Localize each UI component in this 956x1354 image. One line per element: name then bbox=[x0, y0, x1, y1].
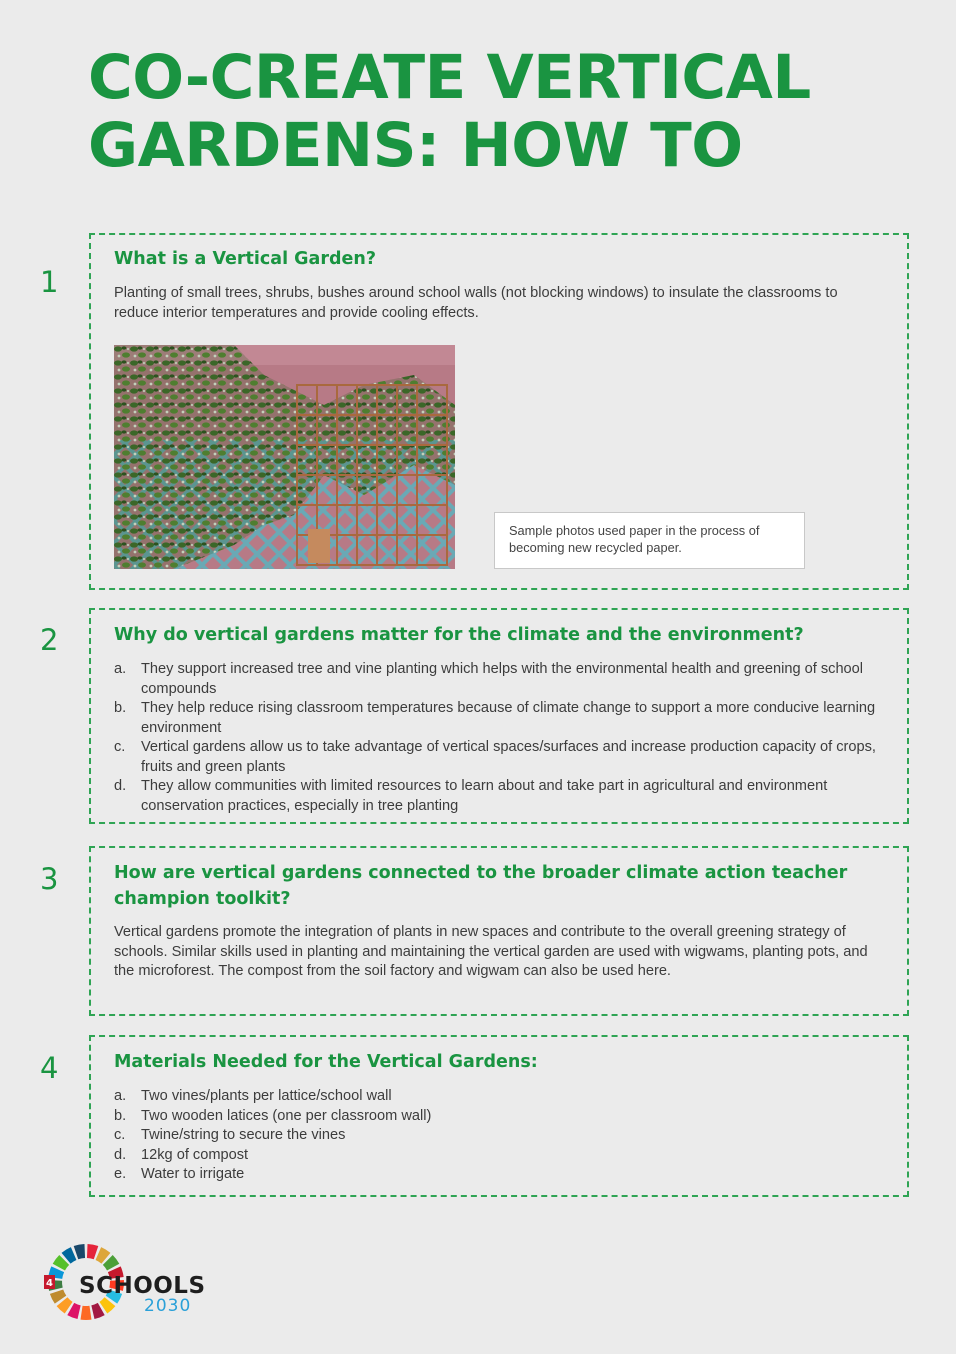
section-1-text: Planting of small trees, shrubs, bushes around school walls (not blocking windows) to insulate the classrooms to reduce interior temperatures and provide cooling effects. bbox=[114, 285, 838, 321]
logo-wordmark: SCHOOLS bbox=[79, 1273, 206, 1299]
page-title bbox=[88, 44, 888, 180]
list-marker: d. bbox=[114, 1146, 127, 1163]
section-3-box bbox=[89, 846, 909, 1016]
list-item bbox=[114, 738, 877, 777]
photo-caption: Sample photos used paper in the process of becoming new recycled paper. bbox=[494, 512, 805, 569]
list-item bbox=[114, 1107, 877, 1127]
list-item bbox=[114, 660, 877, 699]
list-item-text: Two wooden latices (one per classroom wall) bbox=[141, 1107, 432, 1124]
section-4-heading: Materials Needed for the Vertical Gardens: bbox=[114, 1052, 538, 1072]
list-item-text: Two vines/plants per lattice/school wall bbox=[141, 1088, 392, 1104]
section-2-list bbox=[114, 660, 877, 816]
list-item bbox=[114, 1126, 877, 1146]
list-marker: b. bbox=[114, 700, 127, 716]
section-2-heading: Why do vertical gardens matter for the climate and the environment? bbox=[114, 625, 804, 645]
sdg-wheel-segment bbox=[87, 1244, 98, 1259]
logo-badge: 4 bbox=[46, 1278, 53, 1289]
logo-year: 2030 bbox=[144, 1296, 192, 1316]
section-3-number: 3 bbox=[40, 862, 59, 896]
section-3-text: Vertical gardens promote the integration of plants in new spaces and contribute to the overall greening strategy of schools. Similar skills used in planting and maintaining the vertical garden are used with wigwams, planting pots, and the microforest. The compost from the soil factory and wigwam can also be used here. bbox=[114, 924, 868, 979]
section-4-box bbox=[89, 1035, 909, 1197]
section-4-list bbox=[114, 1087, 877, 1185]
list-marker: d. bbox=[114, 778, 127, 794]
list-item-text: Twine/string to secure the vines bbox=[141, 1127, 346, 1143]
list-item-text: Vertical gardens allow us to take advantage of vertical spaces/surfaces and increase production capacity of crops, fruits and green plants bbox=[141, 739, 876, 775]
list-item-text: They support increased tree and vine planting which helps with the environmental health and greening of school compounds bbox=[141, 661, 864, 697]
section-3-heading: How are vertical gardens connected to the broader climate action teacher champion toolkit? bbox=[114, 863, 848, 909]
list-marker: a. bbox=[114, 1088, 127, 1104]
sdg-wheel-segment bbox=[81, 1306, 92, 1320]
list-item-text: They allow communities with limited resources to learn about and take part in agricultural and environment conservation practices, especially in tree planting bbox=[141, 778, 828, 814]
section-1-number: 1 bbox=[40, 265, 59, 299]
sdg-wheel-segment bbox=[74, 1244, 85, 1259]
list-item-text: They help reduce rising classroom temperatures because of climate change to support a more conducive learning environment bbox=[141, 700, 876, 736]
list-item bbox=[114, 1087, 877, 1107]
section-2-box bbox=[89, 608, 909, 824]
list-marker: a. bbox=[114, 661, 127, 677]
list-marker: e. bbox=[114, 1166, 127, 1182]
list-item-text: 12kg of compost bbox=[141, 1146, 249, 1163]
list-marker: c. bbox=[114, 739, 126, 755]
list-item bbox=[114, 1165, 877, 1185]
list-item bbox=[114, 699, 877, 738]
list-item bbox=[114, 777, 877, 816]
list-marker: b. bbox=[114, 1107, 127, 1124]
page-title-line2: GARDENS: HOW TO bbox=[88, 110, 743, 181]
list-marker: c. bbox=[114, 1127, 126, 1143]
section-1-box bbox=[89, 233, 909, 590]
section-4-number: 4 bbox=[40, 1051, 59, 1085]
section-1-heading: What is a Vertical Garden? bbox=[114, 249, 376, 269]
list-item bbox=[114, 1146, 877, 1166]
list-item-text: Water to irrigate bbox=[141, 1166, 245, 1182]
section-2-number: 2 bbox=[40, 623, 59, 657]
vertical-garden-photo bbox=[114, 345, 455, 569]
page-title-line1: CO-CREATE VERTICAL bbox=[88, 42, 811, 113]
